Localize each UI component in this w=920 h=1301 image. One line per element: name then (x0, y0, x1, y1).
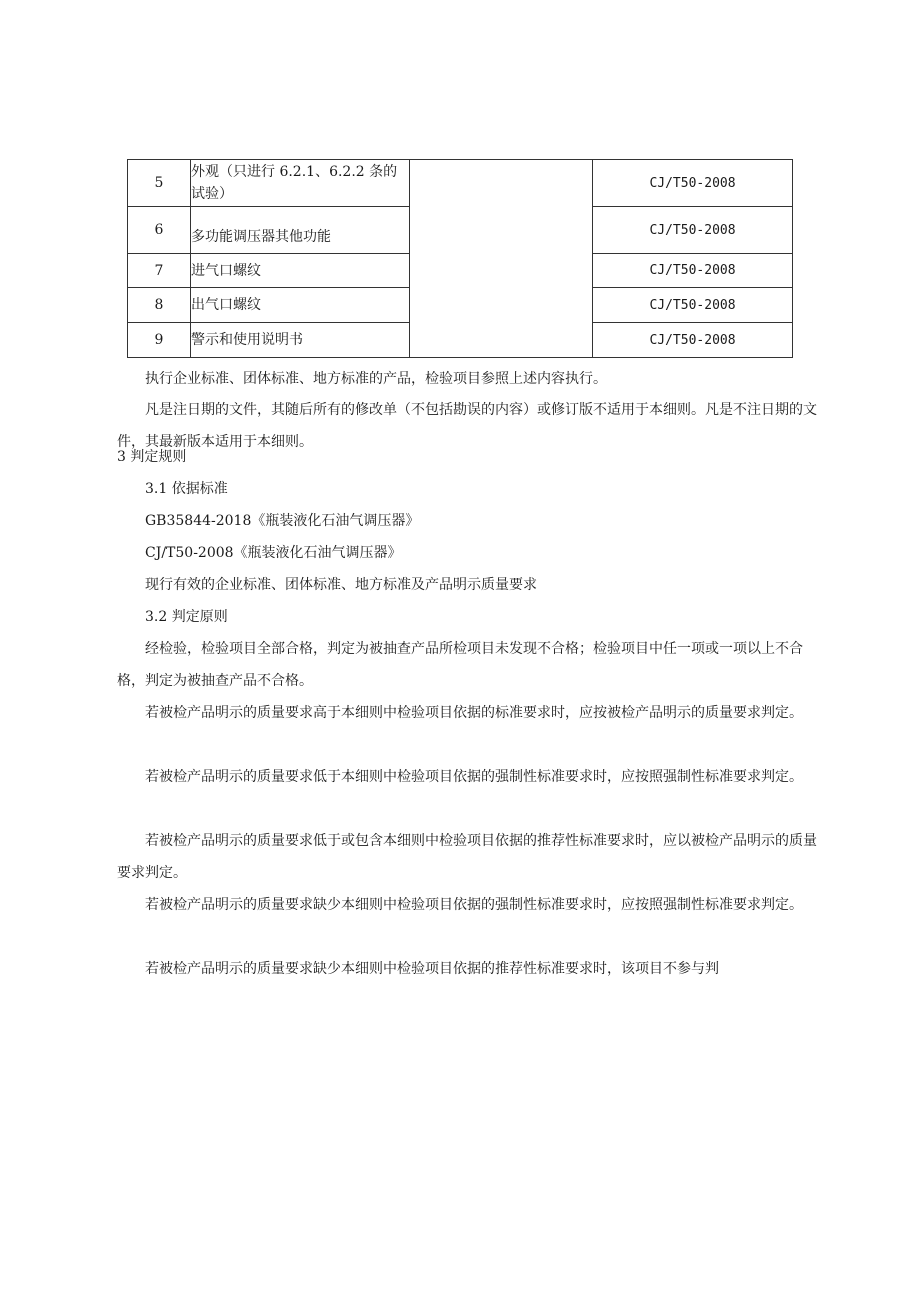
row-number: 7 (128, 254, 191, 288)
standard-reference: 现行有效的企业标准、团体标准、地方标准及产品明示质量要求 (145, 577, 537, 593)
rule-paragraph: 若被检产品明示的质量要求低于本细则中检验项目依据的强制性标准要求时，应按照强制性标准要求判定。 (145, 769, 803, 785)
standard-code: CJ/T50-2008 (593, 323, 793, 358)
subsection-heading-3-2: 3.2 判定原则 (145, 609, 228, 625)
standard-code: CJ/T50-2008 (593, 207, 793, 254)
item-name: 进气口螺纹 (191, 254, 410, 288)
rule-paragraph: 若被检产品明示的质量要求缺少本细则中检验项目依据的推荐性标准要求时，该项目不参与判 (145, 961, 719, 977)
rule-paragraph: 经检验，检验项目全部合格，判定为被抽查产品所检项目未发现不合格；检验项目中任一项或一项以上不合格，判定为被抽查产品不合格。 (117, 641, 803, 689)
paragraph-scope-note: 执行企业标准、团体标准、地方标准的产品，检验项目参照上述内容执行。 (145, 371, 607, 387)
item-name: 外观（只进行 6.2.1、6.2.2 条的试验） (191, 160, 410, 207)
paragraph-dated-references: 凡是注日期的文件，其随后所有的修改单（不包括勘误的内容）或修订版不适用于本细则。凡是不注日期的文件，其最新版本适用于本细则。 (117, 402, 817, 450)
standard-reference: GB35844-2018《瓶装液化石油气调压器》 (145, 513, 420, 529)
row-number: 5 (128, 160, 191, 207)
rule-paragraph: 若被检产品明示的质量要求高于本细则中检验项目依据的标准要求时，应按被检产品明示的质量要求判定。 (145, 705, 803, 721)
table-row (128, 160, 793, 207)
row-number: 9 (128, 323, 191, 358)
standard-code: CJ/T50-2008 (593, 160, 793, 207)
merged-method-cell (410, 160, 593, 358)
item-name: 警示和使用说明书 (191, 323, 410, 358)
section-heading-3: 3 判定规则 (117, 449, 187, 465)
subsection-heading-3-1: 3.1 依据标准 (145, 481, 228, 497)
row-number: 8 (128, 288, 191, 323)
row-number: 6 (128, 207, 191, 254)
rule-paragraph: 若被检产品明示的质量要求缺少本细则中检验项目依据的强制性标准要求时，应按照强制性标准要求判定。 (145, 897, 803, 913)
rule-paragraph: 若被检产品明示的质量要求低于或包含本细则中检验项目依据的推荐性标准要求时，应以被检产品明示的质量要求判定。 (117, 833, 817, 881)
standard-code: CJ/T50-2008 (593, 254, 793, 288)
standard-code: CJ/T50-2008 (593, 288, 793, 323)
item-name-text: 多功能调压器其他功能 (191, 229, 331, 245)
item-name (191, 207, 410, 254)
inspection-items-table (127, 159, 793, 358)
item-name: 出气口螺纹 (191, 288, 410, 323)
standard-reference: CJ/T50-2008《瓶装液化石油气调压器》 (145, 545, 402, 561)
